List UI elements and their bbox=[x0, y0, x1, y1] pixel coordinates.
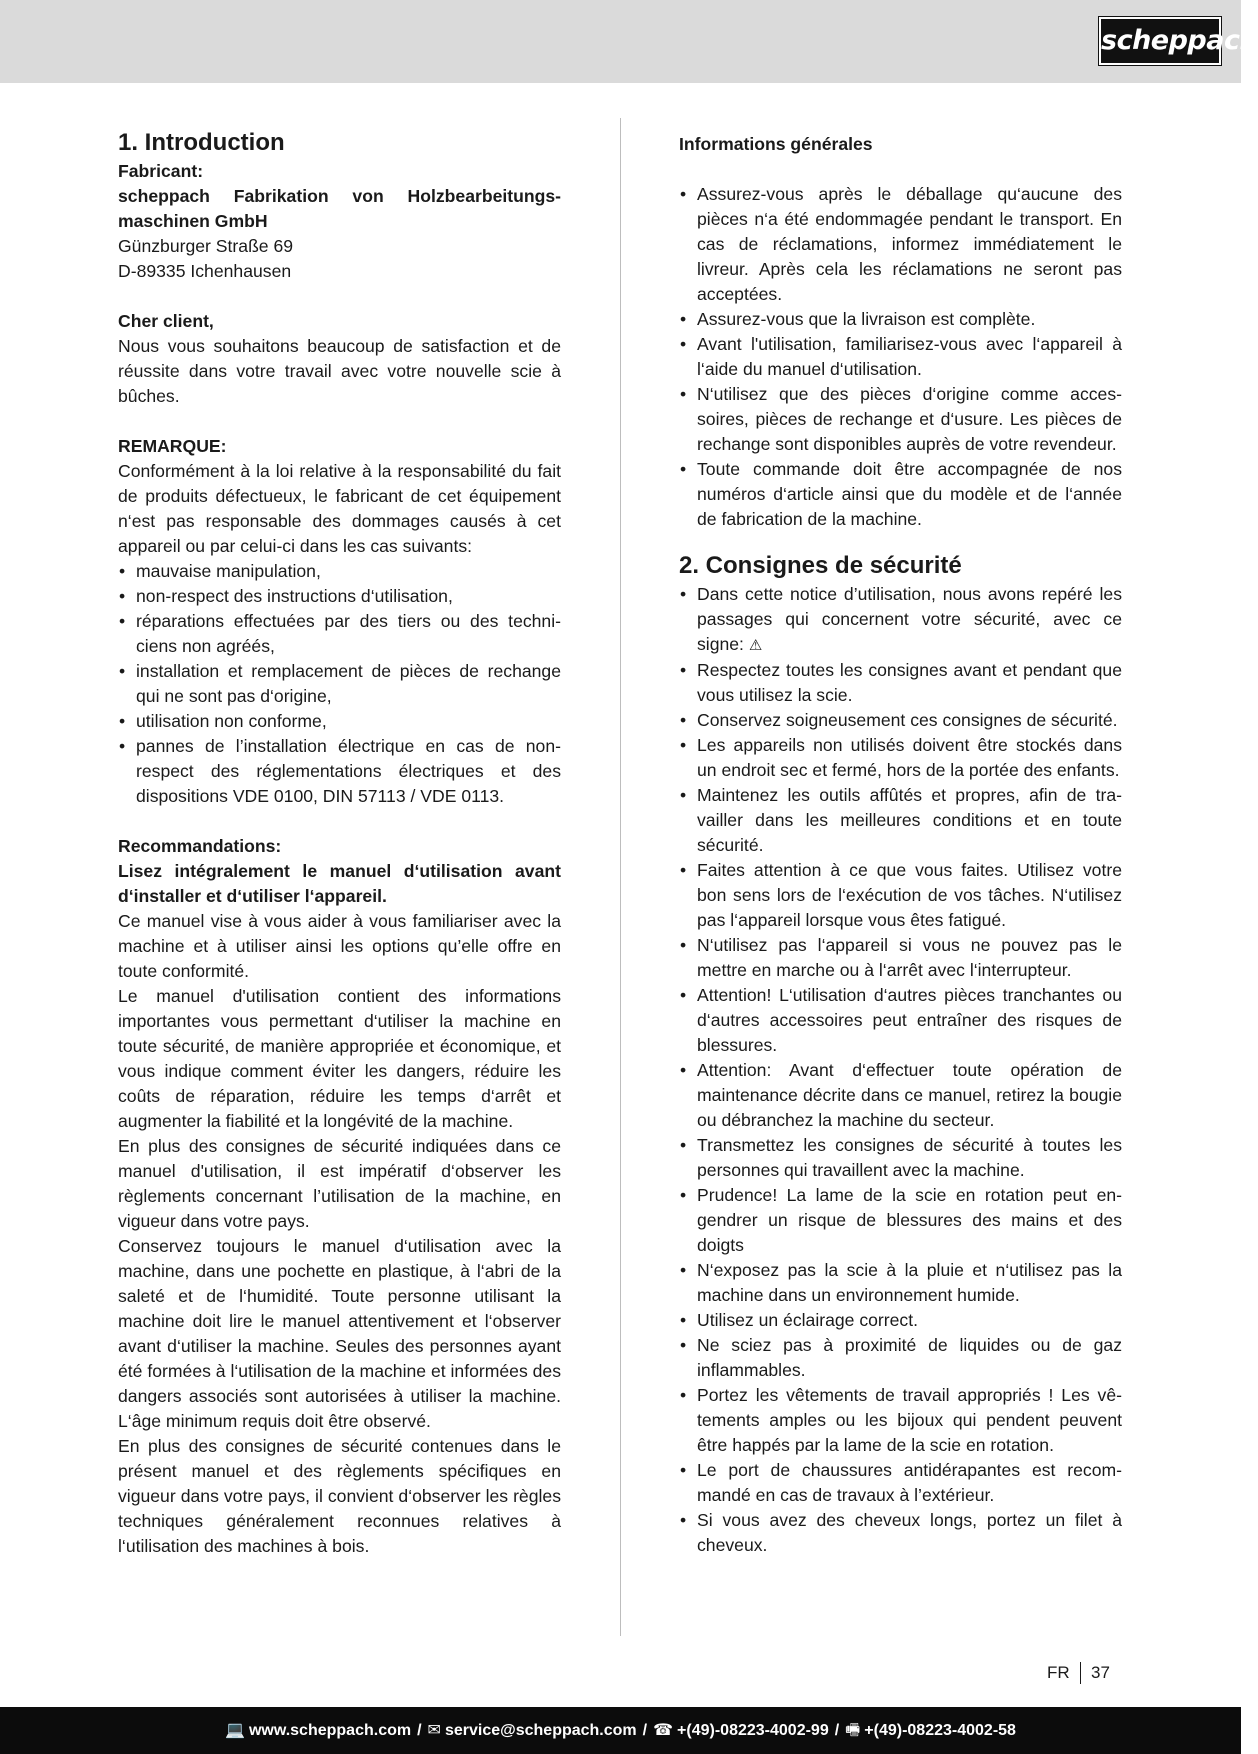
recommendations-paragraph: Le manuel d'utilisation contient des informations importantes vous permettant d‘utiliser la machine en toute sécurité, de manière appropriée et économique, et vous indique comment éviter les dangers, réduire les coûts de réparation, réduire les temps d‘arrêt et augmenter la fiabilité et la longévité de la machine. bbox=[118, 986, 561, 1131]
list-item: • Maintenez les outils affûtés et propres, afin de travailler dans les meilleures conditions et en toute sécurité. bbox=[679, 783, 1122, 858]
remark-title: REMARQUE: bbox=[118, 436, 227, 456]
list-item: • Le port de chaussures antidérapantes est recommandé en cas de travaux à l’extérieur. bbox=[679, 1458, 1122, 1508]
greeting: Cher client, bbox=[118, 311, 214, 331]
list-item: • Assurez-vous que la livraison est complète. bbox=[679, 307, 1122, 332]
list-item: • Faites attention à ce que vous faites. Utilisez votre bon sens lors de l‘exécution de vos tâches. N‘utilisez pas l‘appareil lorsque vous êtes fatigué. bbox=[679, 858, 1122, 933]
footer-fax: +(49)-08223-4002-58 bbox=[864, 1722, 1016, 1739]
warning-icon: ⚠ bbox=[748, 637, 763, 654]
list-item: • Conservez soigneusement ces consignes de sécurité. bbox=[679, 708, 1122, 733]
mail-icon: ✉ bbox=[427, 1722, 441, 1739]
list-item: • Attention: Avant d‘effectuer toute opération de maintenance décrite dans ce manuel, retirez la bougie ou débranchez la machine du secteur. bbox=[679, 1058, 1122, 1133]
footer-phone: +(49)-08223-4002-99 bbox=[677, 1722, 829, 1739]
list-item: • Toute commande doit être accompagnée de nos numéros d‘article ainsi que du modèle et de l‘année de fabrication de la machine. bbox=[679, 457, 1122, 532]
recommendations-paragraph: En plus des consignes de sécurité contenues dans le présent manuel et des règlements spécifiques en vigueur dans votre pays, il convient d‘observer les règles techniques généralement reconnues relatives à l‘utilisation des machines à bois. bbox=[118, 1436, 561, 1556]
page-number-divider bbox=[1080, 1662, 1081, 1684]
list-item: • Attention! L‘utilisation d‘autres pièces tranchantes ou d‘autres accessoires peut entraîner des risques de blessures. bbox=[679, 983, 1122, 1058]
list-item: • Si vous avez des cheveux longs, portez un filet à cheveux. bbox=[679, 1508, 1122, 1558]
intro-title: 1. Introduction bbox=[118, 129, 285, 156]
list-item: • utilisation non conforme, bbox=[118, 709, 561, 734]
general-info-list bbox=[679, 182, 1122, 532]
list-item: • Avant l'utilisation, familiarisez-vous avec l‘appareil à l‘aide du manuel d‘utilisation. bbox=[679, 332, 1122, 382]
safety-title: 2. Consignes de sécurité bbox=[679, 552, 962, 579]
list-item: • N‘exposez pas la scie à la pluie et n‘utilisez pas la machine dans un environnement humide. bbox=[679, 1258, 1122, 1308]
general-info-title: Informations générales bbox=[679, 134, 873, 154]
safety-first-item-text: Dans cette notice d’utilisation, nous avons repéré les passages qui concernent votre sécurité, avec ce signe: bbox=[697, 584, 1122, 654]
remark-text: Conformément à la loi relative à la responsabilité du fait de produits défectueux, le fabricant de cet équipement n‘est pas responsable des dommages causés à cet appareil ou par celui-ci dans les cas suivants: bbox=[118, 461, 561, 556]
address-line-1: Günzburger Straße 69 bbox=[118, 236, 294, 256]
right-column bbox=[679, 127, 1122, 1558]
address-line-2: D-89335 Ichenhausen bbox=[118, 261, 292, 281]
list-item: • N‘utilisez que des pièces d‘origine comme accessoires, pièces de rechange et d‘usure. Les pièces de rechange sont disponibles auprès de votre revendeur. bbox=[679, 382, 1122, 457]
fax-icon: 🖷 bbox=[845, 1722, 861, 1739]
list-item: • Assurez-vous après le déballage qu‘aucune des pièces n‘a été endommagée pendant le transport. En cas de réclamations, informez immédiatement le livreur. Après cela les réclamations ne seront pas acceptées. bbox=[679, 182, 1122, 307]
list-item bbox=[679, 582, 1122, 658]
list-item: • Prudence! La lame de la scie en rotation peut engendrer un risque de blessures des mains et des doigts bbox=[679, 1183, 1122, 1258]
greeting-text: Nous vous souhaitons beaucoup de satisfaction et de réussite dans votre travail avec votre nouvelle scie à bûches. bbox=[118, 336, 561, 406]
list-item: • Utilisez un éclairage correct. bbox=[679, 1308, 1122, 1333]
page-language: FR bbox=[1047, 1663, 1070, 1682]
recommendations-paragraph: Conservez toujours le manuel d‘utilisation avec la machine, dans une pochette en plastique, à l‘abri de la saleté et de l‘humidité. Toute personne utilisant la machine doit lire le manuel attentivement et l‘observer avant d‘utiliser la machine. Seules des personnes ayant été formées à l‘utilisation de la machine et informées des dangers associés sont autorisées à utiliser la machine. L‘âge minimum requis doit être observé. bbox=[118, 1236, 562, 1431]
list-item: • Les appareils non utilisés doivent être stockés dans un endroit sec et fermé, hors de la portée des enfants. bbox=[679, 733, 1122, 783]
list-item: • pannes de l’installation électrique en cas de non-respect des réglementations électriques et des dispositions VDE 0100, DIN 57113 / VDE 0113. bbox=[118, 734, 561, 809]
column-divider bbox=[620, 118, 621, 1636]
footer-band: 💻 www.scheppach.com / ✉ service@scheppach.com / ☎ +(49)-08223-4002-99 / 🖷 +(49)-08223-4002-58 bbox=[0, 1707, 1241, 1754]
recommendations-paragraph: En plus des consignes de sécurité indiquées dans ce manuel d'utilisation, il est impératif d‘observer les règlements concernant l’utilisation de la machine, en vigueur dans votre pays. bbox=[118, 1136, 561, 1231]
list-item: • Respectez toutes les consignes avant et pendant que vous utilisez la scie. bbox=[679, 658, 1122, 708]
footer-email[interactable]: service@scheppach.com bbox=[444, 1722, 637, 1739]
left-column bbox=[118, 127, 561, 1559]
scheppach-logo: scheppach bbox=[1099, 17, 1221, 65]
manufacturer-label: Fabricant: bbox=[118, 161, 204, 181]
list-item: • réparations effectuées par des tiers ou des techniciens non agréés, bbox=[118, 609, 561, 659]
list-item: • mauvaise manipulation, bbox=[118, 559, 561, 584]
list-item: • non-respect des instructions d‘utilisation, bbox=[118, 584, 561, 609]
list-item: • Portez les vêtements de travail appropriés ! Les vêtements amples ou les bijoux qui pendent peuvent être happés par la lame de la scie en rotation. bbox=[679, 1383, 1122, 1458]
manufacturer-name: scheppach Fabrikation von Holzbearbeitungsmaschinen GmbH bbox=[118, 186, 561, 231]
phone-icon: ☎ bbox=[653, 1722, 674, 1739]
computer-icon: 💻 bbox=[225, 1722, 245, 1739]
page-number bbox=[1040, 1660, 1140, 1686]
list-item: • installation et remplacement de pièces de rechange qui ne sont pas d‘origine, bbox=[118, 659, 561, 709]
header-band bbox=[0, 0, 1258, 83]
list-item: • N‘utilisez pas l‘appareil si vous ne pouvez pas le mettre en marche ou à l‘arrêt avec l‘interrupteur. bbox=[679, 933, 1122, 983]
list-item: • Ne sciez pas à proximité de liquides ou de gaz inflammables. bbox=[679, 1333, 1122, 1383]
list-item: • Transmettez les consignes de sécurité à toutes les personnes qui travaillent avec la machine. bbox=[679, 1133, 1122, 1183]
recommendations-paragraph: Ce manuel vise à vous aider à vous familiariser avec la machine et à utiliser ainsi les options qu’elle offre en toute conformité. bbox=[118, 911, 561, 981]
page-number-value: 37 bbox=[1091, 1663, 1110, 1682]
safety-list bbox=[679, 582, 1122, 1558]
footer-website[interactable]: www.scheppach.com bbox=[248, 1722, 412, 1739]
recommendations-bold: Lisez intégralement le manuel d‘utilisation avant d‘installer et d‘utiliser l‘appareil. bbox=[118, 861, 561, 906]
recommendations-title: Recommandations: bbox=[118, 836, 282, 856]
remark-list bbox=[118, 559, 561, 809]
